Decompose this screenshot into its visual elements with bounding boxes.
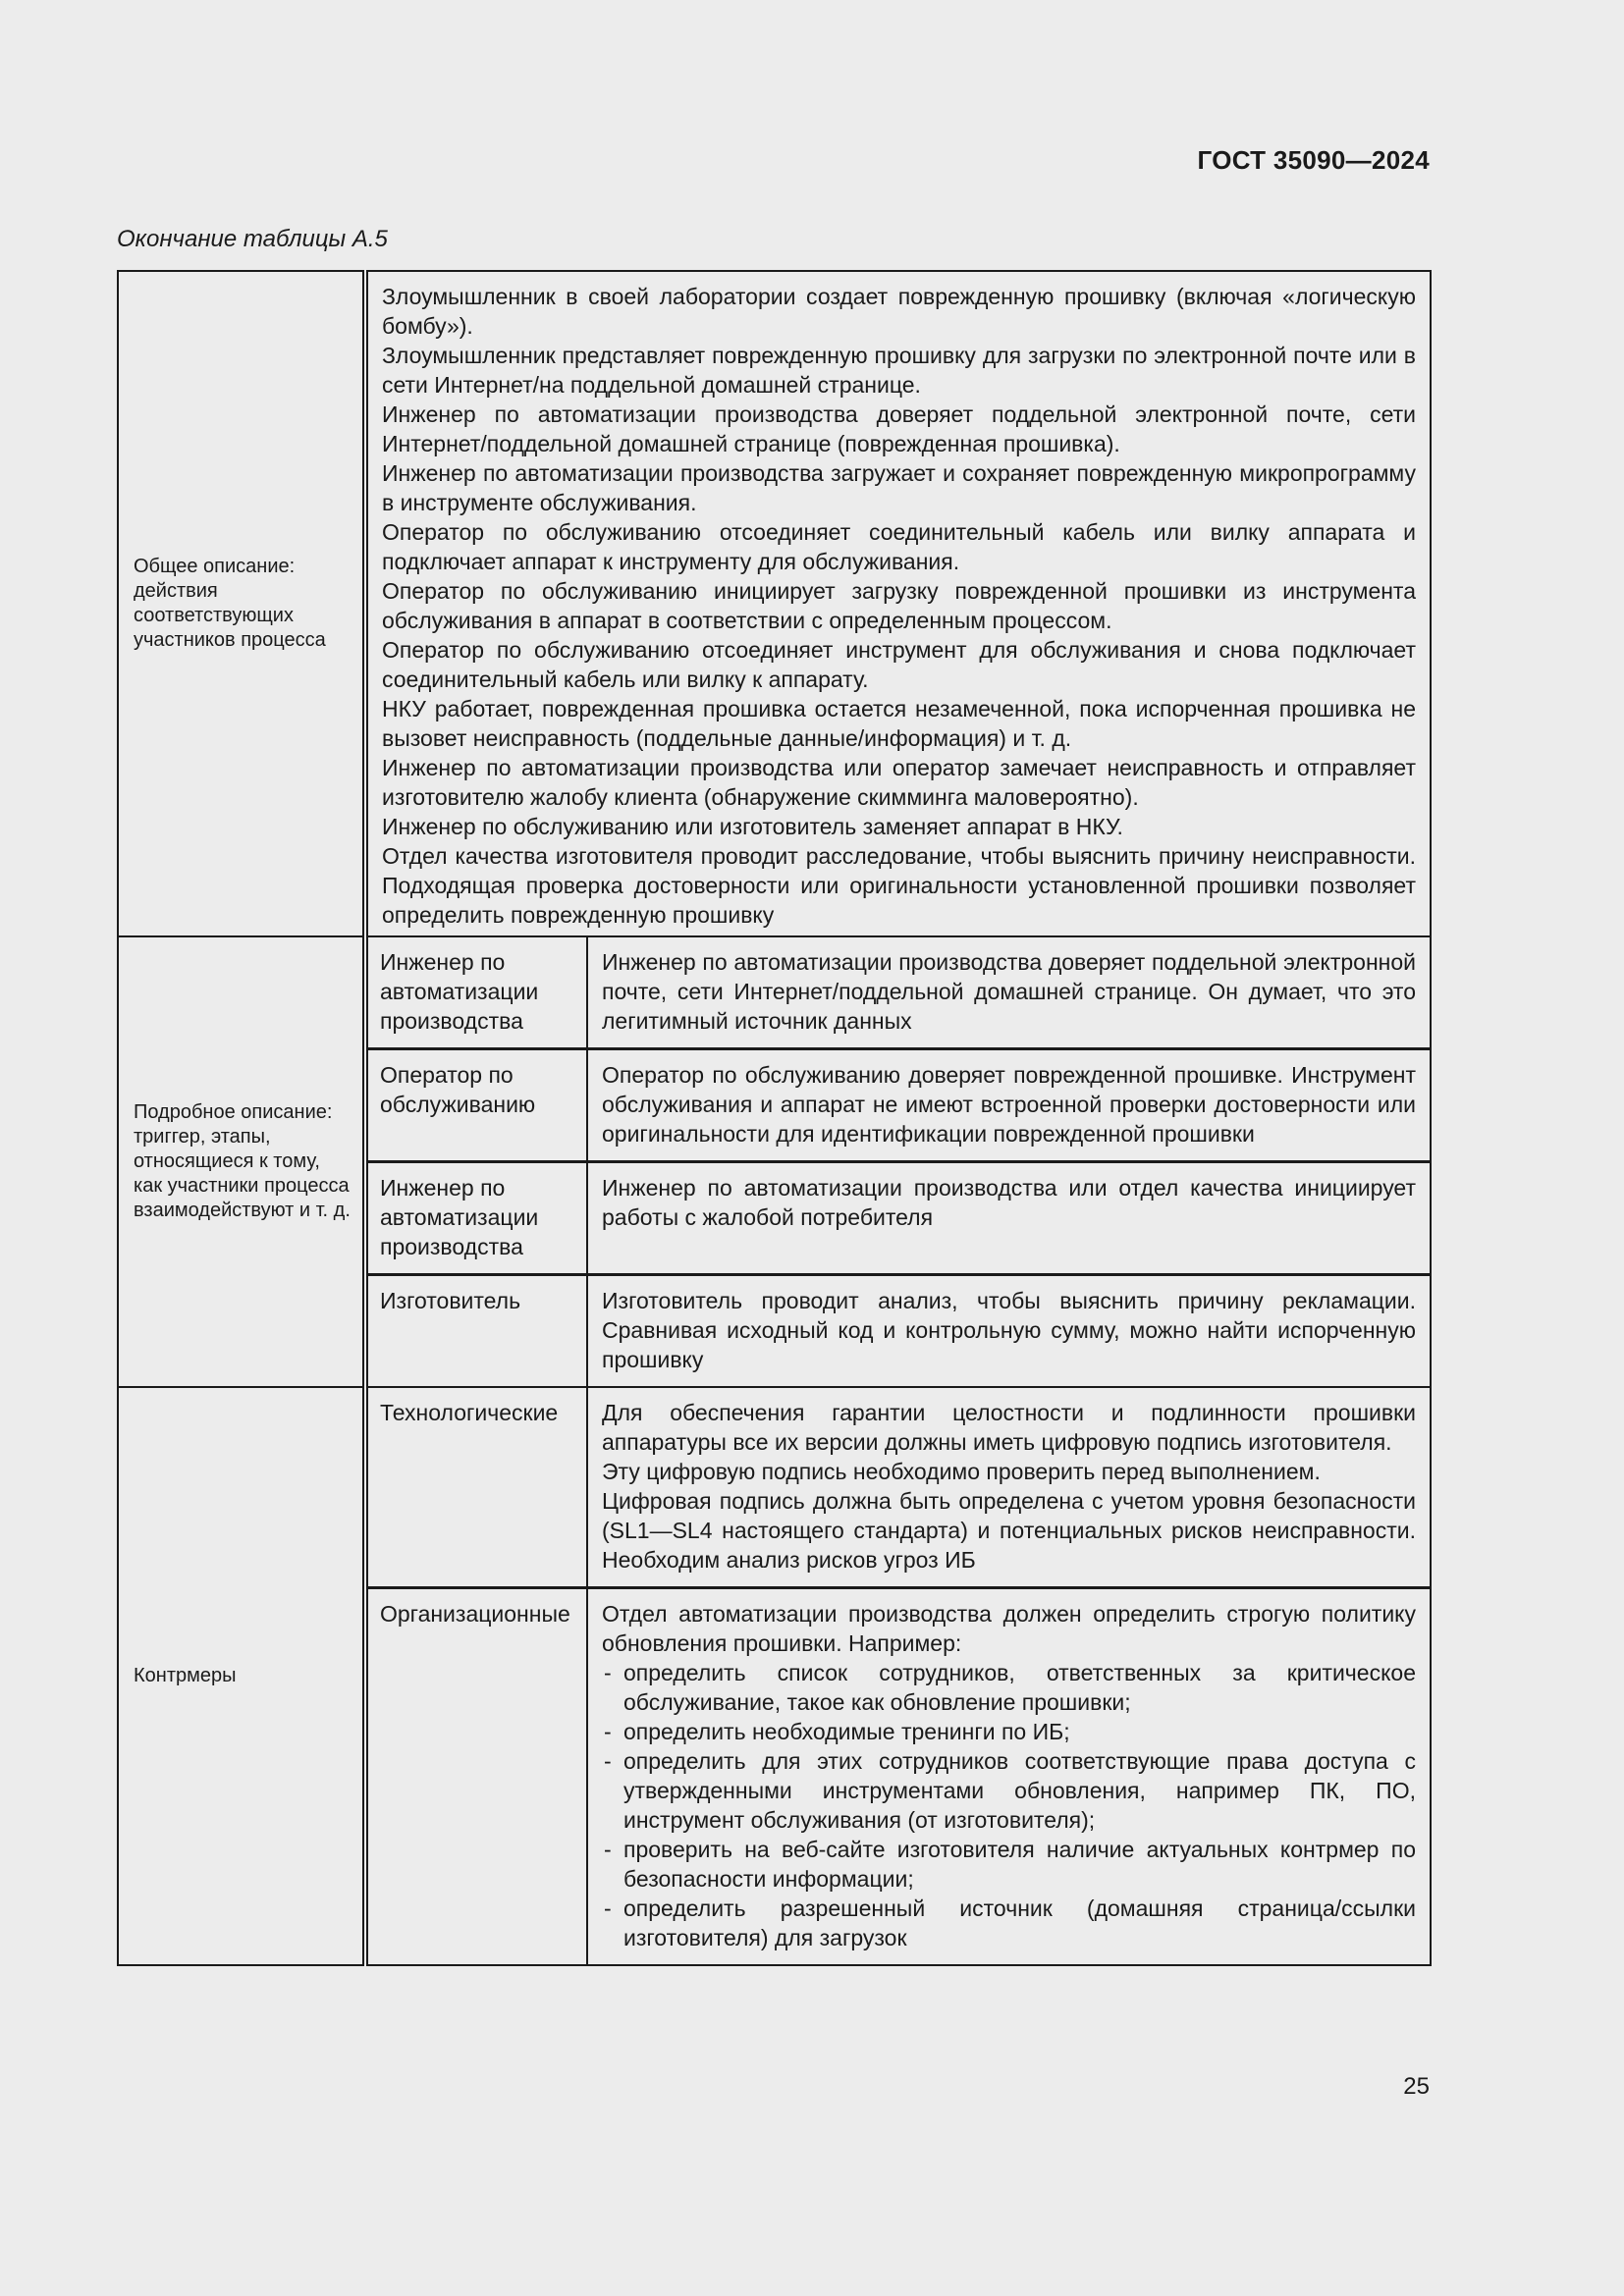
role-cell: Оператор по обслуживанию: [368, 1049, 587, 1162]
list-item: - определить необходимые тренинги по ИБ;: [602, 1717, 1416, 1746]
detailed-subrow: [368, 1162, 1430, 1275]
role-cell: Инженер по автоматизации производства: [368, 937, 587, 1049]
list-item: - определить для этих сотрудников соответствующие права доступа с утвержденными инструментами обновления, например ПК, ПО, инструмент обслуживания (от изготовителя);: [602, 1746, 1416, 1835]
tech-paragraph: Для обеспечения гарантии целостности и подлинности прошивки аппаратуры все их версии должны иметь цифровую подпись изготовителя.: [602, 1400, 1416, 1455]
general-description-content: [365, 271, 1431, 936]
role-description: Инженер по автоматизации производства или отдел качества инициирует работы с жалобой потребителя: [587, 1162, 1430, 1275]
detailed-subrow: [368, 1275, 1430, 1387]
countermeasures-row: [118, 1387, 1431, 1965]
organizational-row: [368, 1588, 1430, 1965]
general-paragraph: Злоумышленник представляет поврежденную прошивку для загрузки по электронной почте или в сети Интернет/на поддельной домашней странице.: [382, 343, 1416, 398]
general-paragraph: Инженер по автоматизации производства загружает и сохраняет поврежденную микропрограмму в инструменте обслуживания.: [382, 460, 1416, 515]
table-caption: Окончание таблицы А.5: [117, 226, 388, 252]
org-measures-list: [602, 1658, 1416, 1952]
general-description-label: Общее описание: действия соответствующих участников процесса: [118, 271, 365, 936]
general-paragraph: НКУ работает, поврежденная прошивка остается незамеченной, пока испорченная прошивка не вызовет неисправность (поддельные данные/информация) и т. д.: [382, 696, 1416, 751]
list-item: - определить разрешенный источник (домашняя страница/ссылки изготовителя) для загрузок: [602, 1894, 1416, 1952]
document-code: ГОСТ 35090—2024: [1197, 145, 1430, 175]
detailed-subtable: [368, 937, 1430, 1386]
countermeasures-subtable: [368, 1388, 1430, 1964]
organizational-description: [587, 1588, 1430, 1965]
general-paragraph: Оператор по обслуживанию инициирует загрузку поврежденной прошивки из инструмента обслуживания в аппарат в соответствии с определенным процессом.: [382, 578, 1416, 633]
role-cell: Изготовитель: [368, 1275, 587, 1387]
detailed-description-label: Подробное описание: триггер, этапы, относящиеся к тому, как участники процесса взаимодействуют и т. д.: [118, 936, 365, 1387]
technological-label: Технологические: [368, 1388, 587, 1588]
general-paragraph: Злоумышленник в своей лаборатории создает поврежденную прошивку (включая «логическую бомбу»).: [382, 284, 1416, 339]
detailed-subrow: [368, 937, 1430, 1049]
threat-table: [117, 270, 1432, 1966]
general-description-row: [118, 271, 1431, 936]
general-paragraph: Оператор по обслуживанию отсоединяет инструмент для обслуживания и снова подключает соединительный кабель или вилку к аппарату.: [382, 637, 1416, 692]
technological-row: [368, 1388, 1430, 1588]
role-description: Изготовитель проводит анализ, чтобы выяснить причину рекламации. Сравнивая исходный код и контрольную сумму, можно найти испорченную прошивку: [587, 1275, 1430, 1387]
role-description: Оператор по обслуживанию доверяет поврежденной прошивке. Инструмент обслуживания и аппарат не имеют встроенной проверки достоверности или оригинальности для идентификации поврежденной прошивки: [587, 1049, 1430, 1162]
general-paragraph: Отдел качества изготовителя проводит расследование, чтобы выяснить причину неисправности. Подходящая проверка достоверности или оригинальности установленной прошивки позволяет определить поврежденную прошивку: [382, 843, 1416, 928]
organizational-label: Организационные: [368, 1588, 587, 1965]
countermeasures-content: [365, 1387, 1431, 1965]
general-paragraph: Инженер по обслуживанию или изготовитель заменяет аппарат в НКУ.: [382, 814, 1123, 839]
general-paragraph: Инженер по автоматизации производства или оператор замечает неисправность и отправляет изготовителю жалобу клиента (обнаружение скимминга маловероятно).: [382, 755, 1416, 810]
detailed-subrow: [368, 1049, 1430, 1162]
technological-description: [587, 1388, 1430, 1588]
list-item: - проверить на веб-сайте изготовителя наличие актуальных контрмер по безопасности информации;: [602, 1835, 1416, 1894]
org-intro: Отдел автоматизации производства должен определить строгую политику обновления прошивки. Например:: [602, 1601, 1416, 1656]
role-description: Инженер по автоматизации производства доверяет поддельной электронной почте, сети Интернет/поддельной домашней странице. Он думает, что это легитимный источник данных: [602, 949, 1416, 1034]
detailed-description-row: [118, 936, 1431, 1387]
page-number: 25: [1403, 2073, 1430, 2100]
role-cell: Инженер по автоматизации производства: [368, 1162, 587, 1275]
tech-paragraph: Эту цифровую подпись необходимо проверить перед выполнением.: [602, 1459, 1321, 1484]
countermeasures-label: Контрмеры: [118, 1387, 365, 1965]
general-paragraph: Оператор по обслуживанию отсоединяет соединительный кабель или вилку аппарата и подключает аппарат к инструменту для обслуживания.: [382, 519, 1416, 574]
detailed-description-content: [365, 936, 1431, 1387]
general-paragraph: Инженер по автоматизации производства доверяет поддельной электронной почте, сети Интернет/поддельной домашней странице (поврежденная прошивка).: [382, 401, 1416, 456]
tech-paragraph: Цифровая подпись должна быть определена с учетом уровня безопасности (SL1—SL4 настоящего стандарта) и потенциальных рисков неисправности. Необходим анализ рисков угроз ИБ: [602, 1488, 1416, 1573]
list-item: - определить список сотрудников, ответственных за критическое обслуживание, такое как обновление прошивки;: [602, 1658, 1416, 1717]
